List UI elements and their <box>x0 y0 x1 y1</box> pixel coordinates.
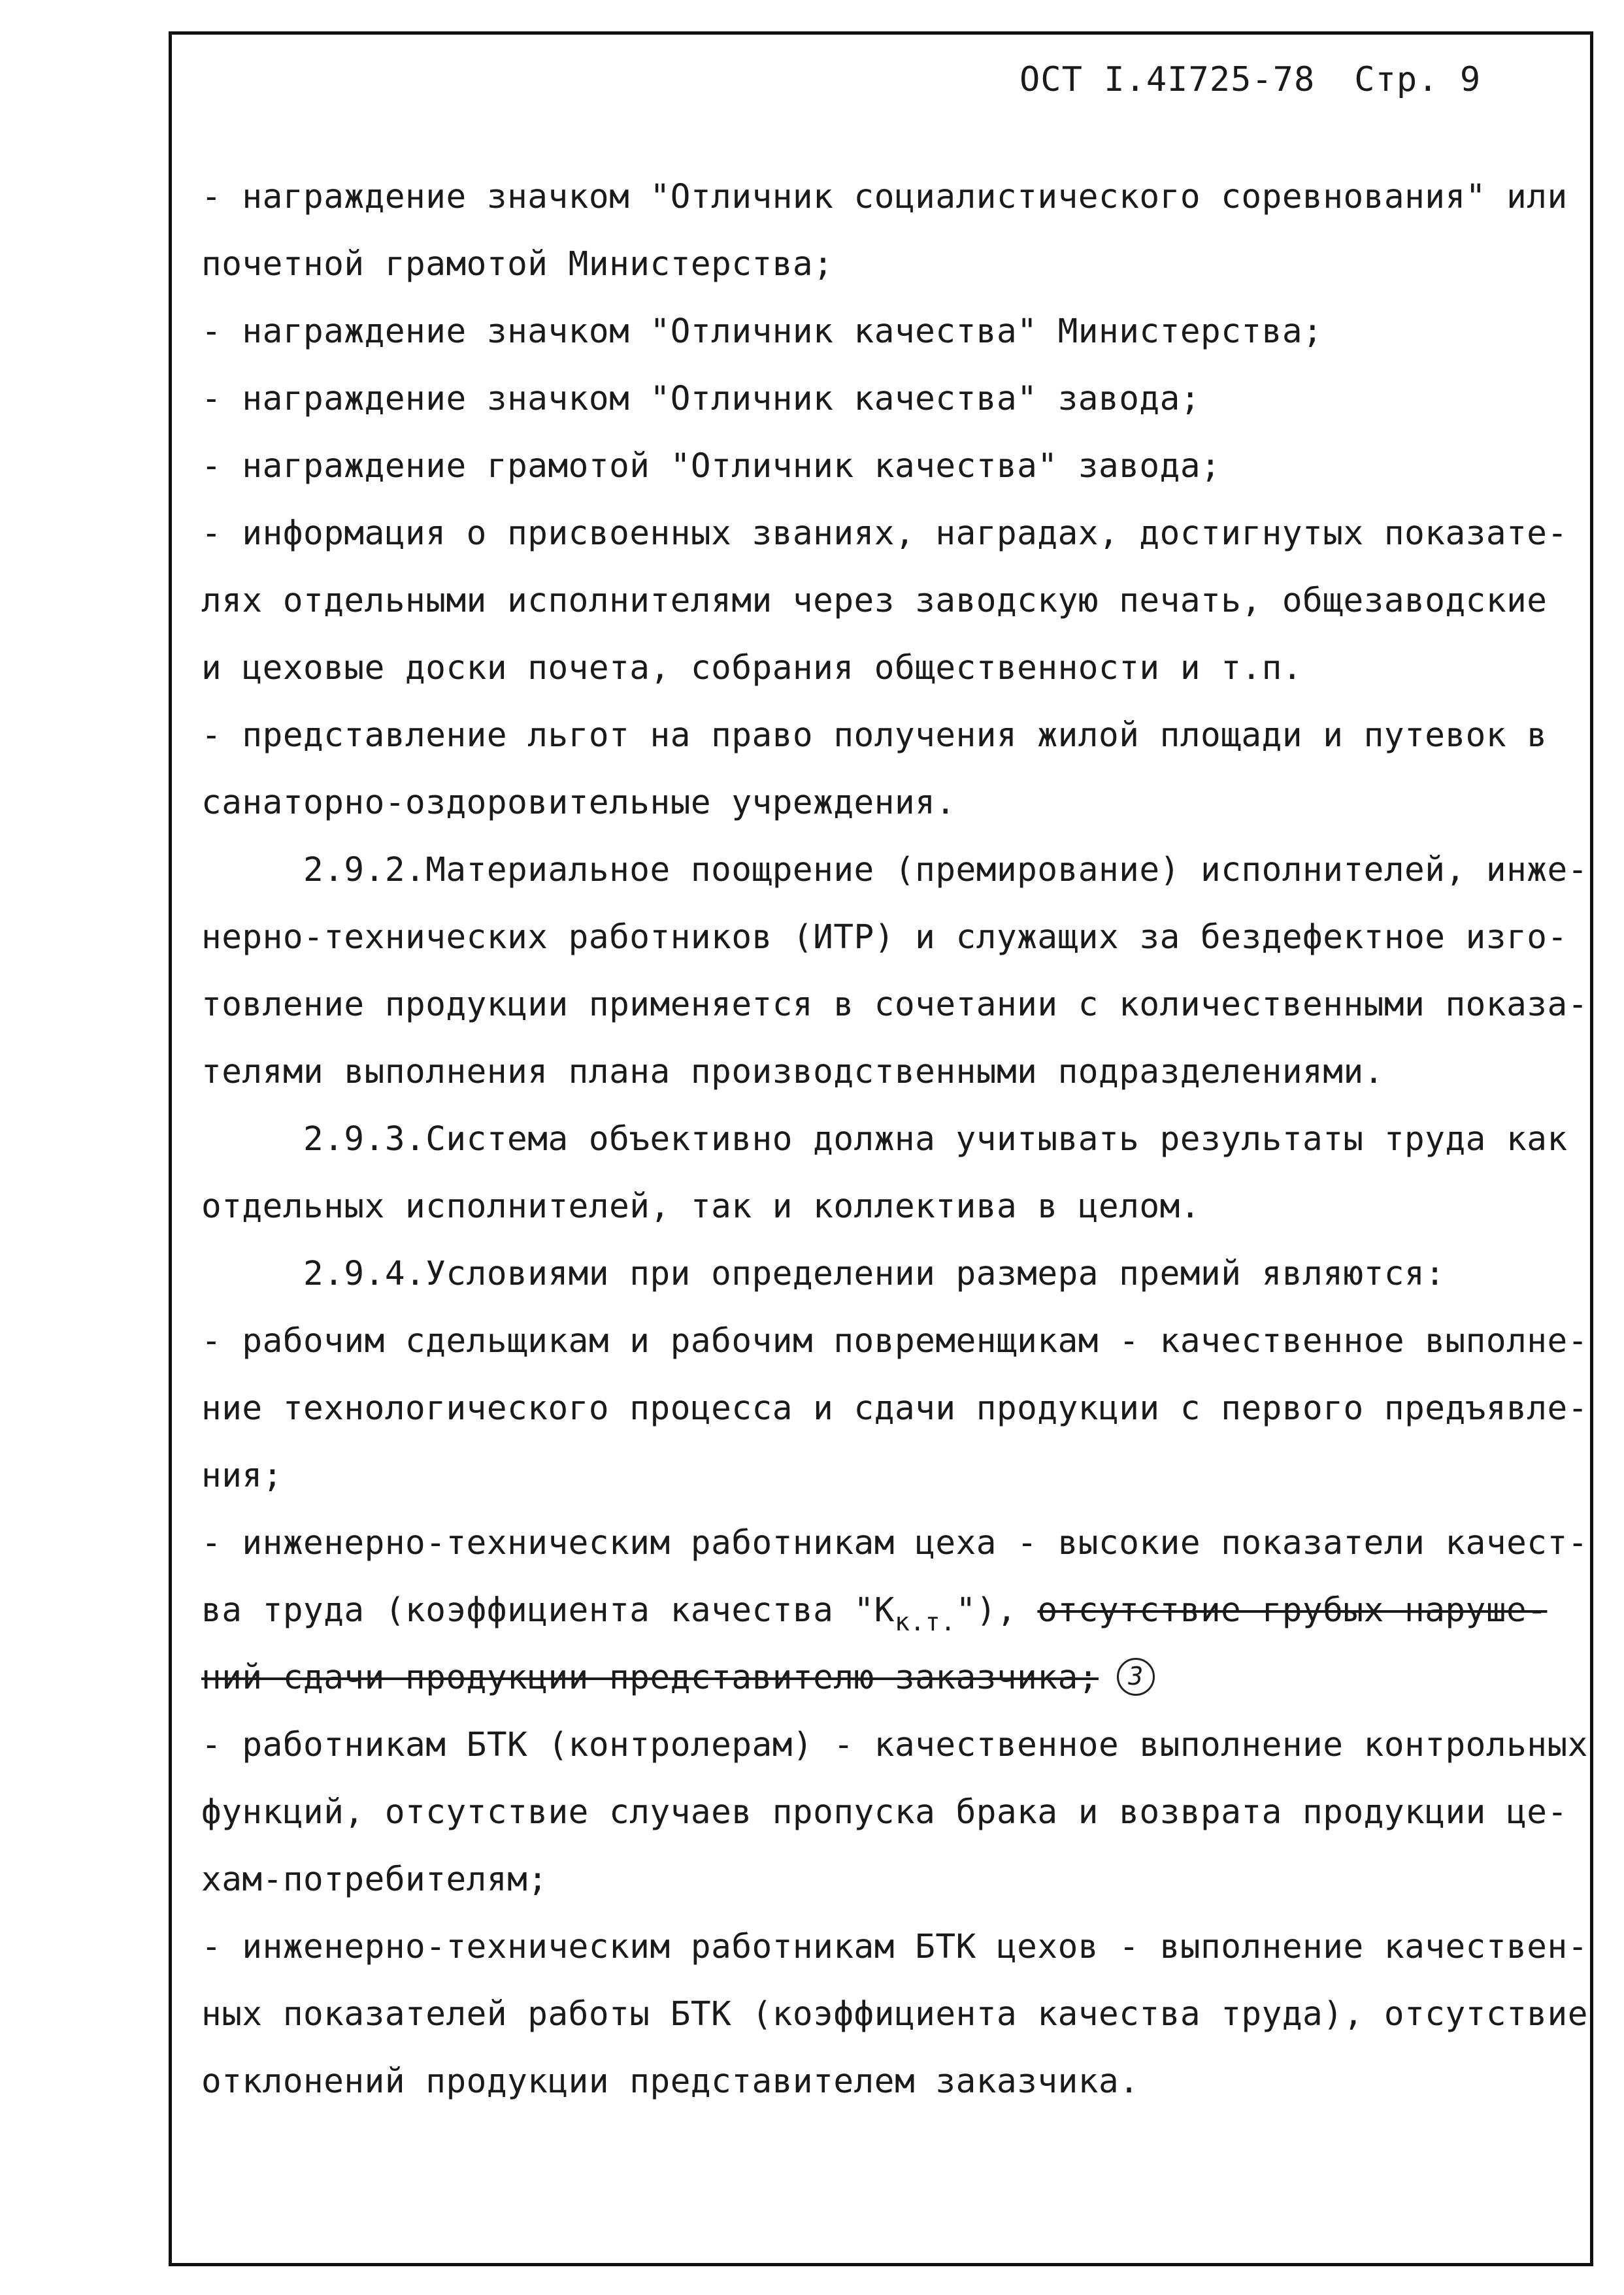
standard-number: ОСТ I.4I725-78 <box>1019 60 1316 99</box>
text-line: и цеховые доски почета, собрания общественности и т.п. <box>201 649 1303 687</box>
text-fragment: ва труда (коэффициента качества "К <box>201 1591 895 1630</box>
text-line: хам-потребителям; <box>201 1860 548 1899</box>
document-body <box>201 163 1588 2115</box>
text-line: ние технологического процесса и сдачи продукции с первого предъявле- <box>201 1389 1588 1428</box>
text-line: лях отдельными исполнителями через заводскую печать, общезаводские <box>201 582 1548 620</box>
text-line: ных показателей работы БТК (коэффициента качества труда), отсутствие <box>201 1995 1588 2034</box>
circled-revision-mark: 3 <box>1117 1658 1155 1696</box>
section-2-9-3: 2.9.3.Система объективно должна учитывать результаты труда как <box>303 1120 1568 1159</box>
struck-text: отсутствие грубых наруше- <box>1037 1591 1548 1630</box>
text-line: - награждение значком "Отличник качества" Министерства; <box>201 312 1323 351</box>
text-line: почетной грамотой Министерства; <box>201 245 834 284</box>
text-line: - информация о присвоенных званиях, наградах, достигнутых показате- <box>201 514 1568 553</box>
text-line: отклонений продукции представителем заказчика. <box>201 2062 1140 2101</box>
text-line: - награждение грамотой "Отличник качества" завода; <box>201 447 1221 486</box>
page-header <box>1019 60 1481 99</box>
text-line: - рабочим сдельщикам и рабочим повременщикам - качественное выполне- <box>201 1322 1588 1361</box>
text-line: нерно-технических работников (ИТР) и служащих за бездефектное изго- <box>201 918 1568 957</box>
text-line: отдельных исполнителей, так и коллектива в целом. <box>201 1187 1201 1226</box>
text-line: - представление льгот на право получения жилой площади и путевок в <box>201 716 1548 755</box>
text-line: товление продукции применяется в сочетании с количественными показа- <box>201 985 1588 1024</box>
text-line: - инженерно-техническим работникам цеха - высокие показатели качест- <box>201 1524 1588 1562</box>
text-line-struck <box>201 1644 1580 1711</box>
text-line: - награждение значком "Отличник социалистического соревнования" или <box>201 178 1568 216</box>
text-line: - работникам БТК (контролерам) - качественное выполнение контрольных <box>201 1726 1588 1764</box>
section-2-9-2: 2.9.2.Материальное поощрение (премирование) исполнителей, инже- <box>303 851 1588 889</box>
subscript-kt: к.т. <box>894 1608 956 1636</box>
text-line: ния; <box>201 1457 283 1495</box>
struck-text: ний сдачи продукции представителю заказчика; <box>201 1659 1099 1697</box>
text-line-quality-coefficient <box>201 1577 1580 1644</box>
text-line: телями выполнения плана производственными подразделениями. <box>201 1053 1384 1091</box>
text-line: - инженерно-техническим работникам БТК цехов - выполнение качествен- <box>201 1928 1588 1966</box>
text-line: функций, отсутствие случаев пропуска брака и возврата продукции це- <box>201 1793 1568 1832</box>
text-fragment: "), <box>955 1591 1018 1630</box>
text-line: - награждение значком "Отличник качества" завода; <box>201 380 1201 418</box>
page-number: Стр. 9 <box>1354 60 1482 99</box>
text-line: санаторно-оздоровительные учреждения. <box>201 784 956 822</box>
section-2-9-4: 2.9.4.Условиями при определении размера премий являются: <box>303 1255 1446 1293</box>
